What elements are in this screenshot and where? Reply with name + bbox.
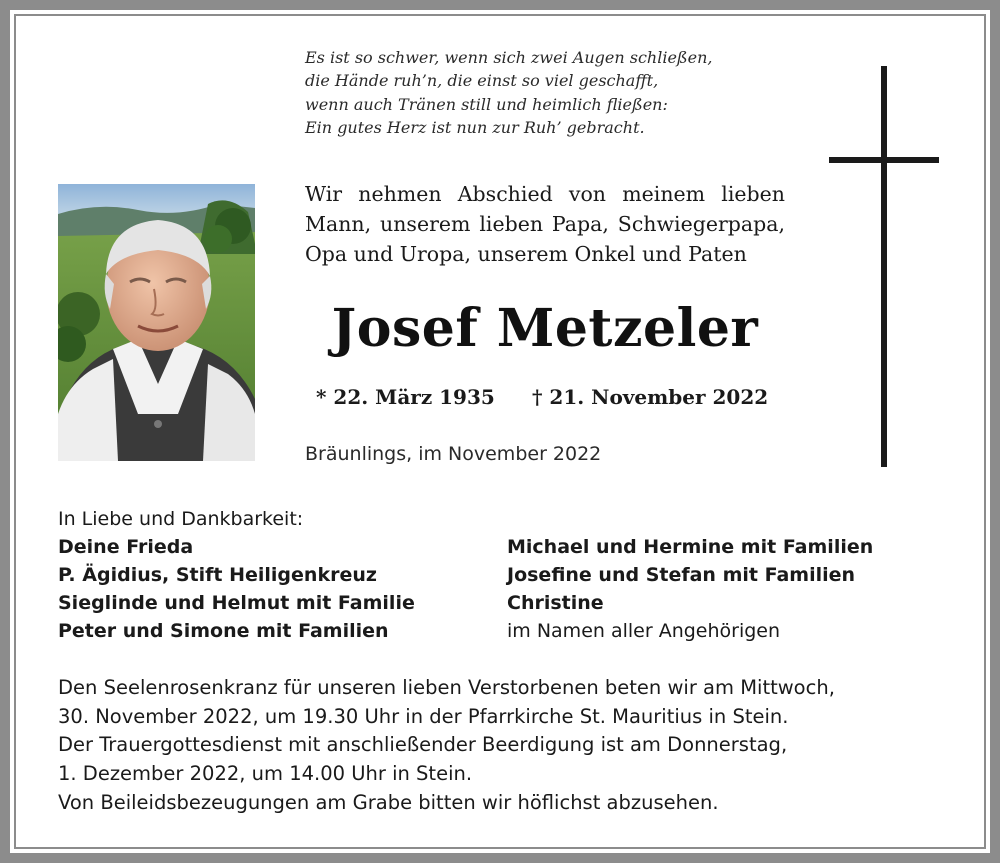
poem — [305, 46, 785, 139]
mourner: Deine Frieda — [58, 536, 194, 558]
mourners-left — [58, 505, 498, 645]
intro-line: Opa und Uropa, unserem Onkel und Paten — [305, 242, 747, 266]
mourners-closing: im Namen aller Angehörigen — [507, 620, 781, 642]
portrait-illustration — [58, 184, 255, 461]
deceased-name: Josef Metzeler — [331, 298, 759, 359]
poem-line: die Hände ruh’n, die einst so viel geschafft, — [305, 71, 659, 91]
service-notice — [58, 674, 938, 788]
mourner: Michael und Hermine mit Familien — [507, 536, 874, 558]
poem-line: Es ist so schwer, wenn sich zwei Augen schließen, — [305, 48, 713, 67]
birth-date: * 22. März 1935 — [316, 385, 495, 409]
condolence-note: Von Beileidsbezeugungen am Grabe bitten wir höflichst abzusehen. — [58, 791, 719, 814]
mourner: P. Ägidius, Stift Heiligenkreuz — [58, 564, 377, 586]
notice-line: 1. Dezember 2022, um 14.00 Uhr in Stein. — [58, 761, 473, 785]
poem-line: wenn auch Tränen still und heimlich fließen: — [305, 94, 668, 114]
notice-line: Der Trauergottesdienst mit anschließender Beerdigung ist am Donnerstag, — [58, 733, 788, 756]
mourner: Sieglinde und Helmut mit Familie — [58, 592, 415, 614]
mourners-right — [507, 533, 947, 645]
cross-icon-vertical — [881, 66, 887, 467]
intro-line: Mann, unserem lieben Papa, Schwiegerpapa, — [305, 212, 785, 236]
intro-line: Wir nehmen Abschied von meinem lieben — [305, 182, 785, 206]
intro-text — [305, 179, 785, 269]
mourners-heading: In Liebe und Dankbarkeit: — [58, 508, 304, 530]
cross-icon-horizontal — [829, 157, 939, 163]
mourner: Peter und Simone mit Familien — [58, 620, 389, 642]
death-date: † 21. November 2022 — [532, 385, 769, 409]
place-date: Bräunlings, im November 2022 — [305, 443, 602, 465]
mourner: Christine — [507, 592, 604, 614]
notice-line: Den Seelenrosenkranz für unseren lieben Verstorbenen beten wir am Mittwoch, — [58, 676, 835, 699]
notice-line: 30. November 2022, um 19.30 Uhr in der Pfarrkirche St. Mauritius in Stein. — [58, 704, 789, 728]
poem-line: Ein gutes Herz ist nun zur Ruh’ gebracht. — [305, 117, 645, 137]
portrait-photo — [58, 184, 255, 461]
mourner: Josefine und Stefan mit Familien — [507, 564, 856, 586]
